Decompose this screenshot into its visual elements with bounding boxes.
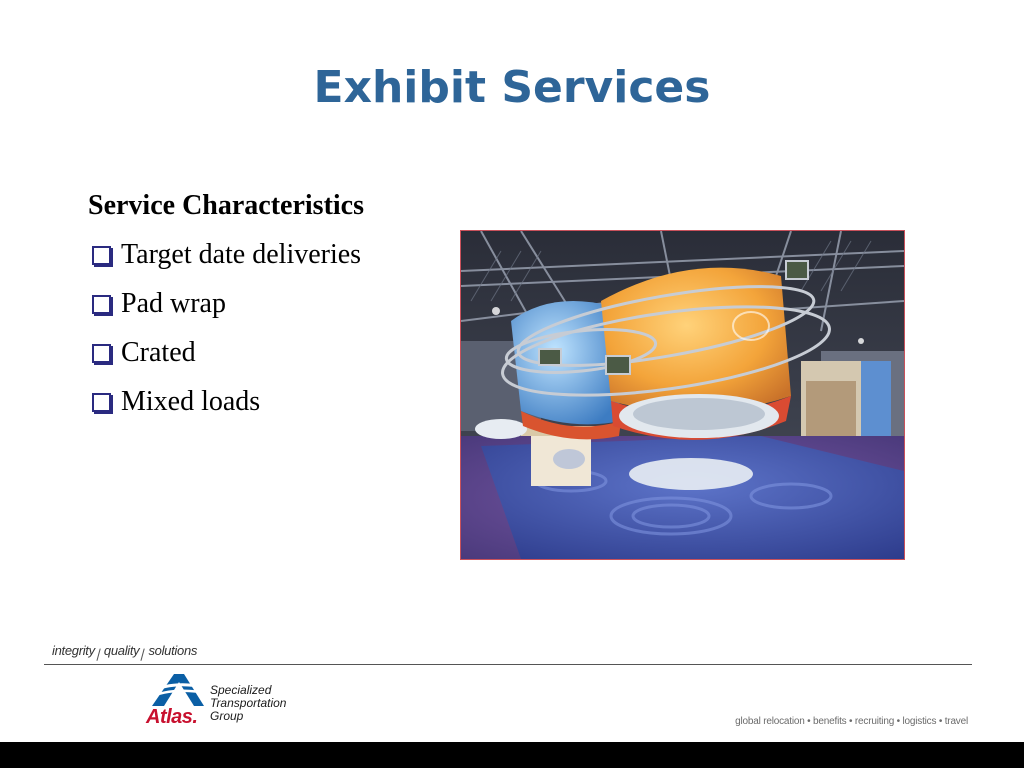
logo-line: Specialized [210,683,272,697]
checkbox-icon [92,393,111,412]
bullet-list [88,235,448,422]
bottom-bar [0,742,1024,768]
section-heading: Service Characteristics [88,190,364,221]
bullet-label: Mixed loads [121,386,261,417]
checkbox-icon [92,344,111,363]
tagline [52,643,198,661]
bullet-item-pad-wrap [88,284,448,324]
divider-icon: | [139,646,147,661]
tagline-word: solutions [148,643,198,658]
exhibit-booth-photo [460,230,905,560]
logo-wordmark: Atlas. [146,706,198,728]
slide-title: Exhibit Services [313,62,711,113]
bullet-item-crated [88,333,448,373]
bullet-label: Pad wrap [121,288,226,319]
atlas-logo [144,670,304,732]
tagline-word: integrity [52,643,95,658]
footer-divider [44,664,972,665]
service-characteristics-section [88,186,448,431]
logo-group-name [210,684,286,723]
atlas-mark-icon [144,670,214,710]
bullet-label: Target date deliveries [121,239,362,270]
checkbox-icon [92,295,111,314]
checkbox-icon [92,246,111,265]
bullet-item-target-date-deliveries [88,235,448,275]
footer-services-line: global relocation • benefits • recruiting • logistics • travel [735,716,968,727]
logo-line: Group [210,709,244,723]
logo-line: Transportation [210,696,287,710]
bullet-item-mixed-loads [88,382,448,422]
tagline-word: quality [103,643,140,658]
bullet-label: Crated [121,337,196,368]
divider-icon: | [95,646,103,661]
